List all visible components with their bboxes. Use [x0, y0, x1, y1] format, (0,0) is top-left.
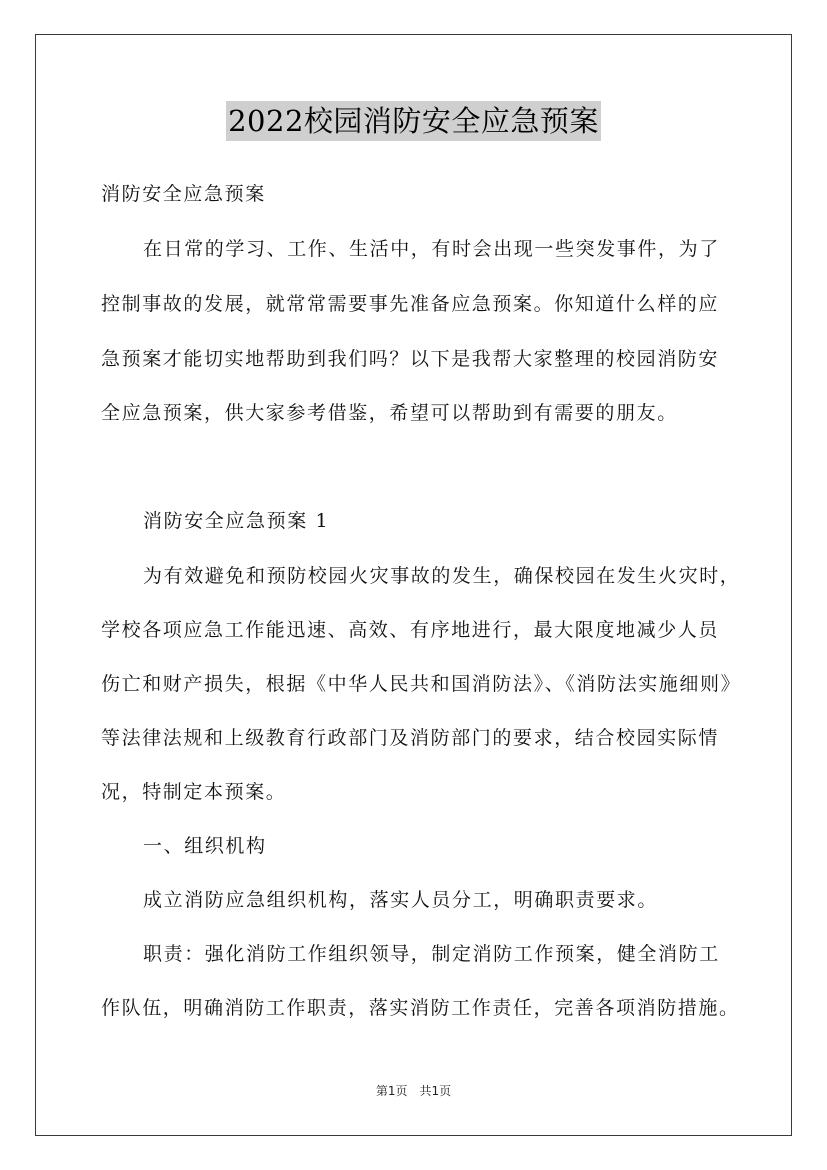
purpose-line-4: 等法律法规和上级教育行政部门及消防部门的要求，结合校园实际情	[101, 727, 720, 749]
purpose-line-5: 况，特制定本预案。	[101, 781, 287, 803]
document-subtitle: 消防安全应急预案	[101, 183, 266, 205]
org-text: 成立消防应急组织机构，落实人员分工，明确职责要求。	[143, 889, 659, 911]
duty-line-1: 职责：强化消防工作组织领导，制定消防工作预案，健全消防工	[143, 943, 720, 965]
duty-line-2: 作队伍，明确消防工作职责，落实消防工作责任，完善各项消防措施。	[101, 997, 740, 1019]
purpose-line-3: 伤亡和财产损失，根据《中华人民共和国消防法》、《消防法实施细则》	[101, 673, 742, 695]
org-heading: 一、组织机构	[143, 835, 267, 857]
intro-line-1: 在日常的学习、工作、生活中，有时会出现一些突发事件，为了	[143, 238, 720, 260]
purpose-line-1: 为有效避免和预防校园火灾事故的发生，确保校园在发生火灾时，	[143, 565, 741, 587]
intro-line-2: 控制事故的发展，就常常需要事先准备应急预案。你知道什么样的应	[101, 293, 720, 315]
intro-line-3: 急预案才能切实地帮助到我们吗？以下是我帮大家整理的校园消防安	[101, 348, 720, 370]
page-footer: 第1页 共1页	[375, 1084, 452, 1098]
intro-line-4: 全应急预案，供大家参考借鉴，希望可以帮助到有需要的朋友。	[101, 402, 678, 424]
section-heading: 消防安全应急预案 1	[143, 510, 330, 532]
purpose-line-2: 学校各项应急工作能迅速、高效、有序地进行，最大限度地减少人员	[101, 619, 720, 641]
document-title: 2022校园消防安全应急预案	[226, 101, 601, 141]
title-container	[0, 101, 827, 141]
